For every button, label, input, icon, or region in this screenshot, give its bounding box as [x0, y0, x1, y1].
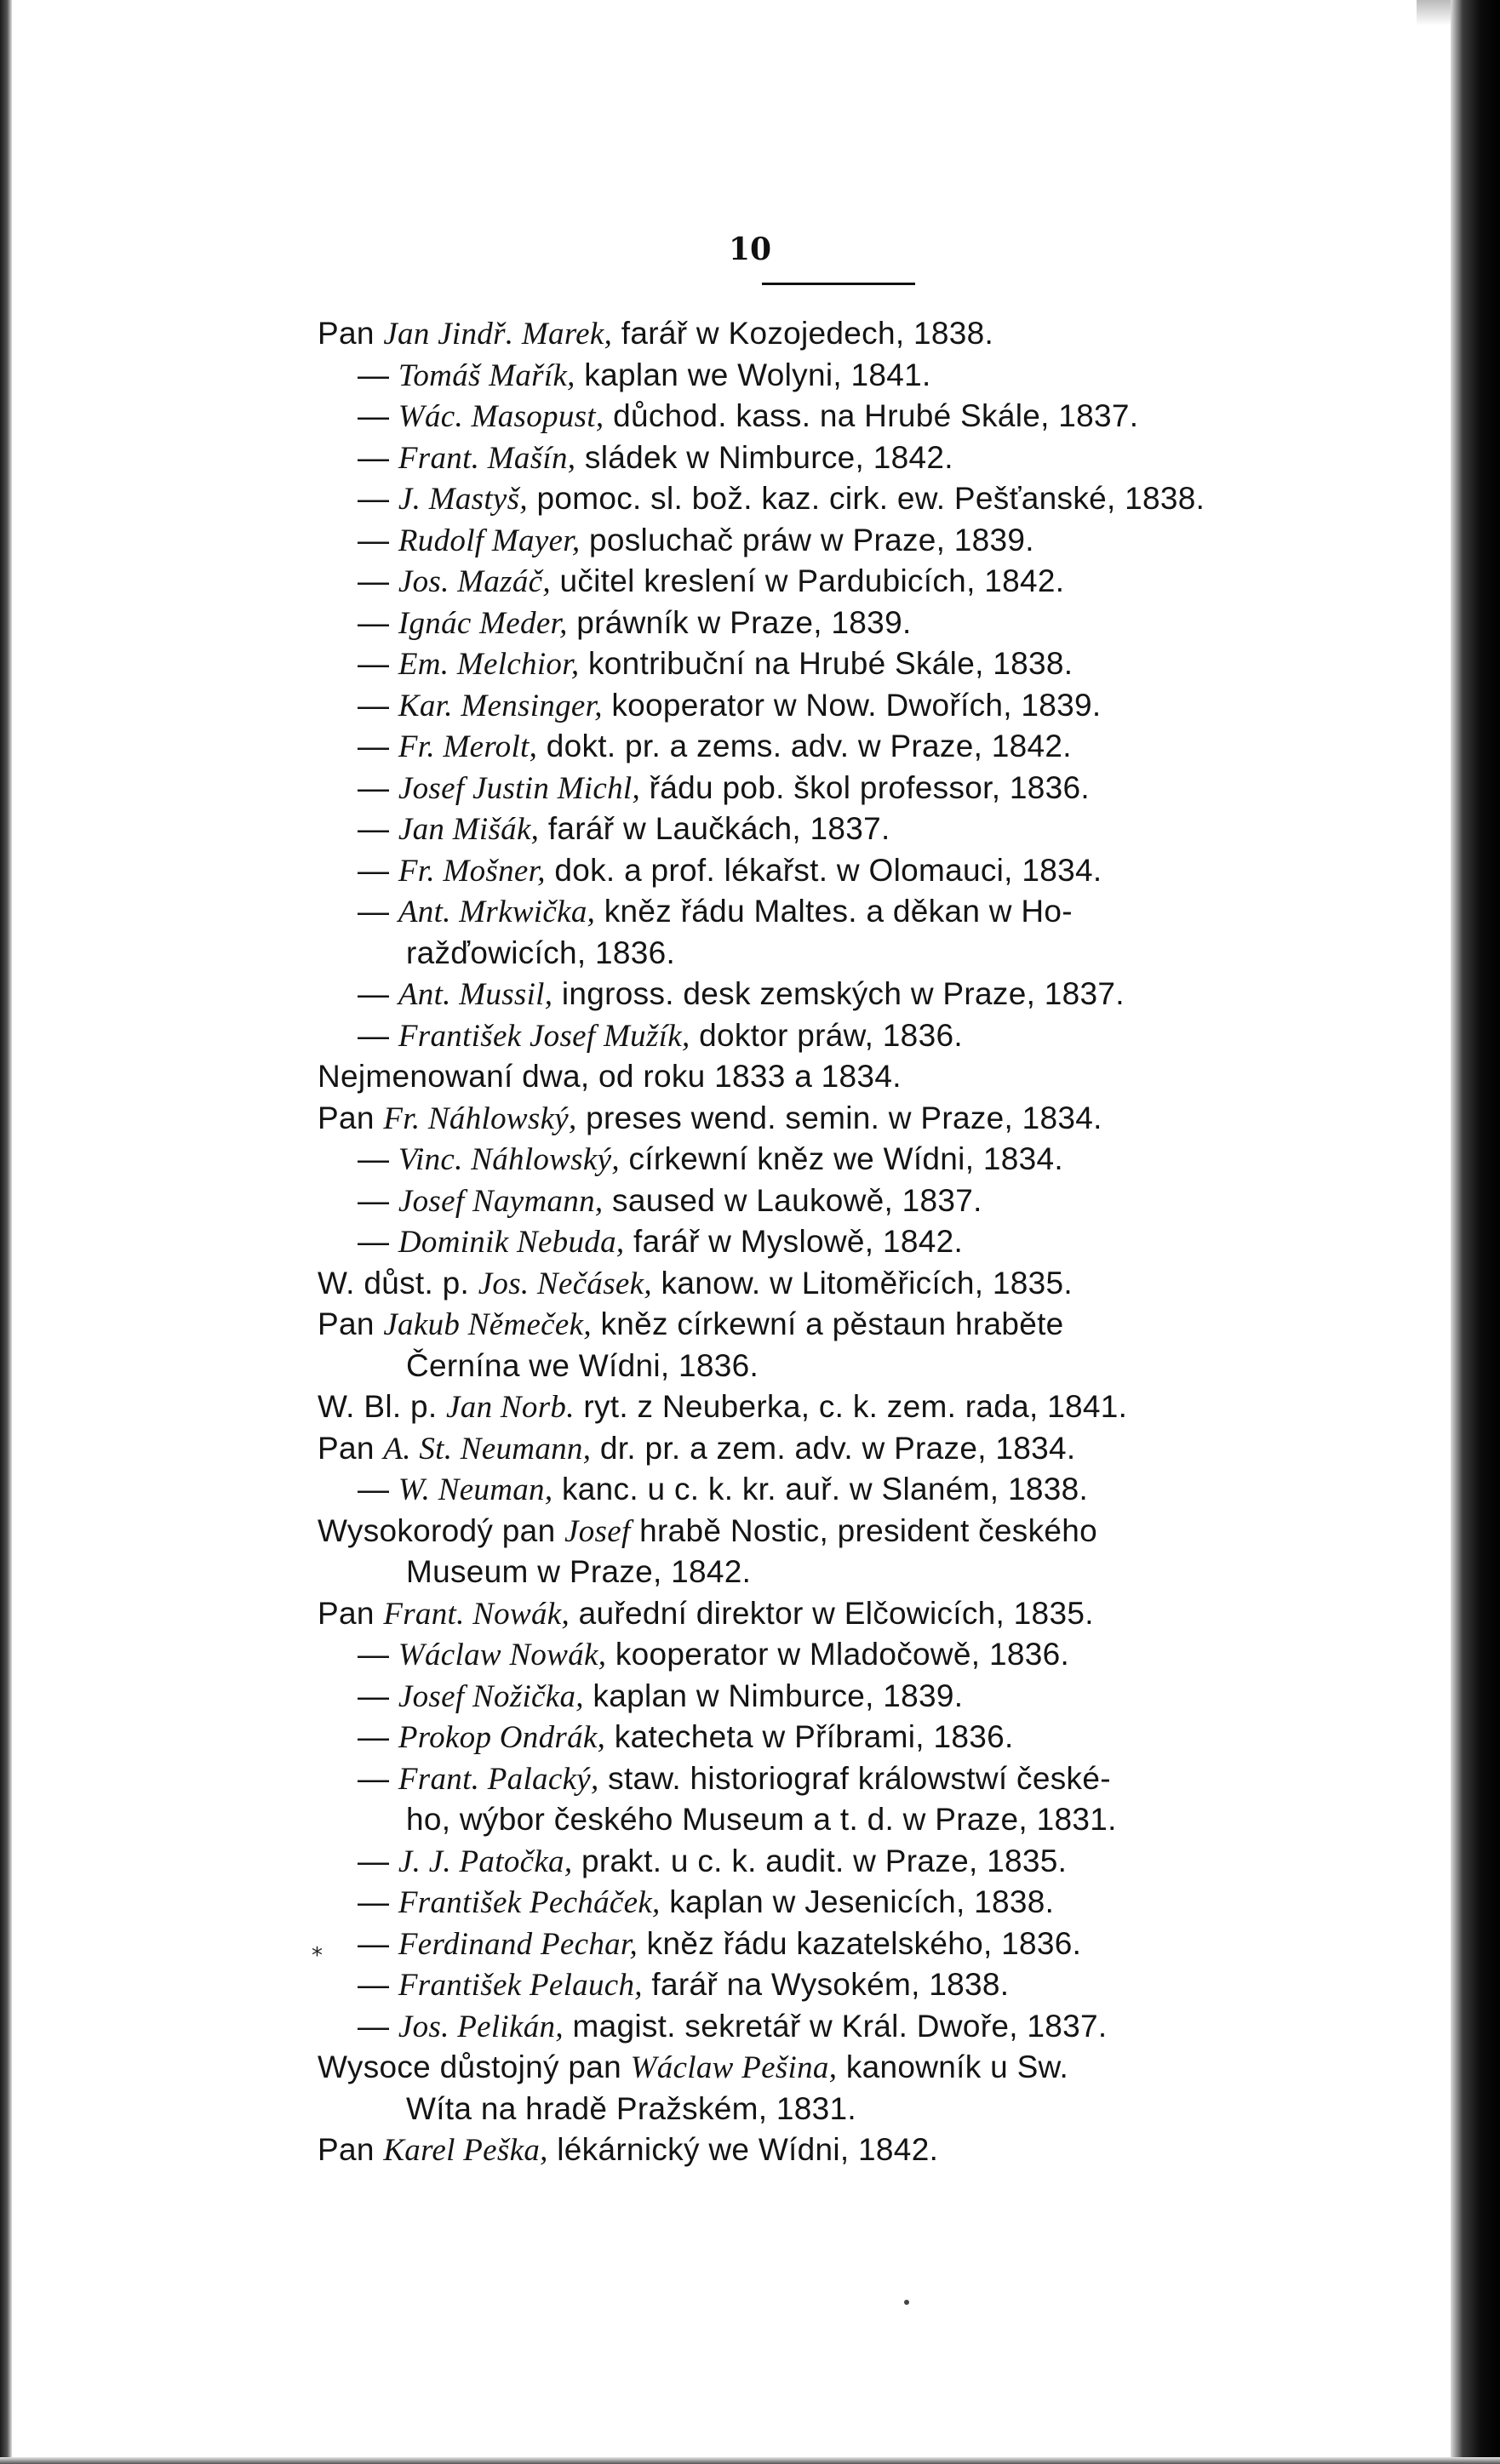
- list-entry: [358, 480, 1205, 518]
- entry-prefix: Nejmenowaní dwa, od roku 1833 a 1834.: [318, 1059, 902, 1094]
- list-entry: [358, 604, 912, 643]
- entry-name: Ant. Mrkwička,: [398, 895, 596, 929]
- entry-name: Jan Jindř. Marek,: [383, 317, 613, 352]
- entry-details: magist. sekretář w Král. Dwoře, 1837.: [563, 2009, 1108, 2044]
- entry-name: Jan Norb.: [446, 1390, 575, 1425]
- entry-name: František Josef Mužík,: [398, 1019, 690, 1054]
- entry-prefix: Pan: [318, 1101, 384, 1135]
- entry-name: Jakub Němeček,: [383, 1307, 592, 1342]
- entry-prefix: —: [358, 1637, 398, 1672]
- entry-details: církewní kněz we Wídni, 1834.: [619, 1141, 1063, 1176]
- entry-name: František Pecháček,: [398, 1885, 661, 1920]
- entry-details: Museum w Praze, 1842.: [406, 1554, 752, 1589]
- entry-details: kněz řádu Maltes. a děkan w Ho-: [595, 894, 1073, 929]
- list-entry: [358, 1760, 1111, 1798]
- list-entry: [358, 687, 1102, 725]
- entry-name: Josef Naymann,: [398, 1184, 604, 1219]
- entry-name: Prokop Ondrák,: [398, 1720, 606, 1755]
- entry-prefix: —: [358, 1141, 398, 1176]
- entry-prefix: —: [358, 811, 398, 846]
- entry-prefix: Pan: [318, 2132, 384, 2167]
- entry-prefix: —: [358, 1018, 398, 1053]
- entry-name: Rudolf Mayer,: [398, 523, 581, 558]
- entry-prefix: —: [358, 770, 398, 805]
- list-entry: [358, 728, 1072, 766]
- entry-details: kaplan we Wolyni, 1841.: [575, 357, 931, 392]
- entry-prefix: —: [358, 1224, 398, 1259]
- list-entry: [358, 1843, 1067, 1881]
- entry-details: lékárnický we Wídni, 1842.: [547, 2132, 939, 2167]
- list-entry: [358, 1678, 963, 1716]
- list-entry: [406, 1553, 751, 1592]
- page-edge-left: [0, 0, 12, 2464]
- entry-details: kněz církewní a pěstaun hraběte: [591, 1306, 1064, 1341]
- entry-name: František Pelauch,: [398, 1968, 643, 2003]
- entry-prefix: Pan: [318, 1306, 384, 1341]
- entry-details: doktor práw, 1836.: [690, 1018, 963, 1053]
- entry-details: hrabě Nostic, president českého: [630, 1513, 1098, 1548]
- entry-name: Josef: [564, 1514, 631, 1549]
- entry-name: Josef Nožička,: [398, 1679, 584, 1714]
- entry-name: Ant. Mussil,: [398, 977, 553, 1012]
- entry-prefix: —: [358, 440, 398, 475]
- entry-details: dok. a prof. lékařst. w Olomauci, 1834.: [545, 853, 1102, 888]
- list-entry: [358, 1966, 1009, 2004]
- list-entry: [358, 1223, 963, 1261]
- page-edge-bottom: [0, 2457, 1500, 2464]
- entry-name: Wác. Masopust,: [398, 399, 604, 434]
- asterisk-mark: *: [312, 1943, 323, 1969]
- list-entry: [406, 935, 675, 973]
- entry-prefix: Wysokorodý pan: [318, 1513, 565, 1548]
- ink-speck: [904, 2300, 909, 2305]
- entry-details: farář na Wysokém, 1838.: [642, 1967, 1010, 2002]
- list-entry: [358, 1141, 1063, 1179]
- entry-details: důchod. kass. na Hrubé Skále, 1837.: [604, 398, 1139, 433]
- list-entry: [318, 1595, 1094, 1633]
- entry-details: řádu pob. škol professor, 1836.: [640, 770, 1090, 805]
- entry-name: Josef Justin Michl,: [398, 771, 641, 806]
- list-entry: [358, 1017, 963, 1055]
- entry-name: Fr. Merolt,: [398, 729, 538, 764]
- entry-prefix: W. důst. p.: [318, 1266, 478, 1301]
- entry-prefix: Pan: [318, 1431, 384, 1466]
- entry-details: ryt. z Neuberka, c. k. zem. rada, 1841.: [574, 1389, 1128, 1424]
- entry-prefix: —: [358, 1926, 398, 1961]
- entry-details: ho, wýbor českého Museum a t. d. w Praze, 1831.: [406, 1802, 1117, 1837]
- list-entry: [318, 1388, 1127, 1426]
- entry-prefix: —: [358, 605, 398, 640]
- list-entry: [358, 1884, 1054, 1922]
- entry-details: kooperator w Mladočowě, 1836.: [606, 1637, 1070, 1672]
- entry-details: kanow. w Litoměřicích, 1835.: [651, 1266, 1073, 1301]
- list-entry: [318, 1058, 902, 1096]
- entry-name: Jos. Pelikán,: [398, 2010, 564, 2044]
- entry-name: Em. Melchior,: [398, 647, 580, 682]
- list-entry: [358, 1925, 1081, 1964]
- entry-name: Vinc. Náhlowský,: [398, 1142, 620, 1177]
- entry-name: Frant. Palacký,: [398, 1762, 599, 1797]
- entry-prefix: —: [358, 481, 398, 516]
- entry-prefix: Pan: [318, 316, 384, 351]
- entry-name: Wáclaw Pešina,: [630, 2050, 838, 2085]
- entry-name: Jos. Mazáč,: [398, 564, 551, 599]
- entry-details: saused w Laukowě, 1837.: [603, 1183, 982, 1218]
- entry-name: Kar. Mensinger,: [398, 689, 603, 723]
- list-entry: [318, 1100, 1102, 1138]
- entry-details: prakt. u c. k. audit. w Praze, 1835.: [572, 1844, 1068, 1878]
- entry-details: kanc. u c. k. kr. auř. w Slaném, 1838.: [552, 1472, 1089, 1506]
- entry-details: kontribuční na Hrubé Skále, 1838.: [579, 646, 1073, 681]
- list-entry: [358, 769, 1090, 808]
- list-entry: [358, 1636, 1069, 1674]
- entry-details: kooperator w Now. Dwořích, 1839.: [602, 688, 1102, 723]
- entry-name: Dominik Nebuda,: [398, 1225, 625, 1260]
- entry-prefix: —: [358, 1884, 398, 1919]
- entry-prefix: —: [358, 1678, 398, 1713]
- page-number-rule: [762, 283, 915, 285]
- list-entry: [358, 357, 931, 395]
- entry-name: Frant. Mašín,: [398, 441, 576, 476]
- list-entry: [406, 1347, 759, 1386]
- list-entry: [406, 1801, 1117, 1839]
- list-entry: [318, 1306, 1064, 1344]
- entry-details: staw. historiograf králowstwí české-: [598, 1761, 1111, 1796]
- entry-name: Ignác Meder,: [398, 606, 568, 641]
- entry-details: posluchač práw w Praze, 1839.: [580, 523, 1034, 557]
- entry-name: Fr. Náhlowský,: [383, 1101, 577, 1136]
- page-edge-right: [1451, 0, 1500, 2464]
- entry-prefix: Pan: [318, 1596, 384, 1631]
- list-entry: [358, 810, 890, 849]
- entry-prefix: —: [358, 1967, 398, 2002]
- page-edge-top: [1417, 0, 1451, 26]
- entry-details: pomoc. sl. bož. kaz. cirk. ew. Pešťanské, 1838.: [527, 481, 1205, 516]
- entry-prefix: —: [358, 398, 398, 433]
- list-entry: [358, 439, 953, 477]
- entry-details: kněz řádu kazatelského, 1836.: [638, 1926, 1082, 1961]
- list-entry: [318, 1430, 1076, 1468]
- list-entry: [358, 975, 1125, 1014]
- entry-name: Jan Mišák,: [398, 812, 540, 847]
- entry-details: farář w Laučkách, 1837.: [539, 811, 890, 846]
- entry-details: auřední direktor w Elčowicích, 1835.: [570, 1596, 1094, 1631]
- entry-details: kaplan w Jesenicích, 1838.: [660, 1884, 1055, 1919]
- entry-prefix: —: [358, 729, 398, 763]
- entry-prefix: —: [358, 357, 398, 392]
- entry-name: W. Neuman,: [398, 1472, 553, 1507]
- list-entry: [318, 1512, 1097, 1551]
- list-entry: [358, 522, 1034, 560]
- entry-details: farář w Myslowě, 1842.: [624, 1224, 964, 1259]
- entry-prefix: —: [358, 894, 398, 929]
- entry-details: ražďowicích, 1836.: [406, 935, 676, 970]
- entry-details: práwník w Praze, 1839.: [567, 605, 912, 640]
- entry-name: Jos. Nečásek,: [478, 1266, 652, 1301]
- entry-prefix: W. Bl. p.: [318, 1389, 447, 1424]
- entry-details: preses wend. semin. w Praze, 1834.: [576, 1101, 1102, 1135]
- entry-name: A. St. Neumann,: [383, 1432, 592, 1466]
- entry-details: kanowník u Sw.: [837, 2050, 1069, 2084]
- entry-details: katecheta w Příbrami, 1836.: [605, 1719, 1014, 1754]
- list-entry: [358, 1471, 1088, 1509]
- entry-name: Ferdinand Pechar,: [398, 1927, 638, 1962]
- entry-details: učitel kreslení w Pardubicích, 1842.: [550, 563, 1065, 598]
- entry-prefix: —: [358, 1719, 398, 1754]
- entry-name: J. J. Patočka,: [398, 1844, 573, 1879]
- entry-prefix: —: [358, 1183, 398, 1218]
- entry-prefix: —: [358, 1472, 398, 1506]
- list-entry: [406, 2090, 856, 2129]
- list-entry: [318, 315, 993, 353]
- entry-prefix: —: [358, 646, 398, 681]
- entry-name: Fr. Mošner,: [398, 854, 546, 889]
- list-entry: [318, 1265, 1073, 1303]
- entry-prefix: —: [358, 563, 398, 598]
- list-entry: [358, 2008, 1107, 2046]
- entry-name: Karel Peška,: [383, 2133, 548, 2168]
- entry-prefix: —: [358, 976, 398, 1011]
- list-entry: [358, 1718, 1014, 1757]
- list-entry: [318, 2049, 1068, 2087]
- list-entry: [358, 563, 1064, 601]
- list-entry: [358, 852, 1102, 890]
- list-entry: [318, 2131, 938, 2170]
- entry-prefix: —: [358, 688, 398, 723]
- list-entry: [358, 397, 1138, 436]
- entry-prefix: —: [358, 523, 398, 557]
- entry-details: ingross. desk zemských w Praze, 1837.: [552, 976, 1125, 1011]
- list-entry: [358, 645, 1073, 683]
- entry-name: J. Mastyš,: [398, 482, 528, 517]
- entry-name: Wáclaw Nowák,: [398, 1638, 607, 1672]
- entry-prefix: —: [358, 1761, 398, 1796]
- list-entry: [358, 893, 1073, 931]
- entry-name: Frant. Nowák,: [383, 1597, 570, 1632]
- entry-details: farář w Kozojedech, 1838.: [612, 316, 994, 351]
- entry-name: Tomáš Mařík,: [398, 358, 575, 393]
- list-entry: [358, 1182, 982, 1221]
- entry-prefix: —: [358, 853, 398, 888]
- entry-prefix: Wysoce důstojný pan: [318, 2050, 631, 2084]
- page-number: 10: [728, 232, 772, 267]
- entry-details: Černína we Wídni, 1836.: [406, 1348, 759, 1383]
- entry-prefix: —: [358, 1844, 398, 1878]
- entry-details: dokt. pr. a zems. adv. w Praze, 1842.: [537, 729, 1072, 763]
- entry-details: dr. pr. a zem. adv. w Praze, 1834.: [591, 1431, 1076, 1466]
- entry-details: kaplan w Nimburce, 1839.: [583, 1678, 964, 1713]
- entry-details: sládek w Nimburce, 1842.: [575, 440, 953, 475]
- entry-details: Wíta na hradě Pražském, 1831.: [406, 2091, 857, 2126]
- entry-prefix: —: [358, 2009, 398, 2044]
